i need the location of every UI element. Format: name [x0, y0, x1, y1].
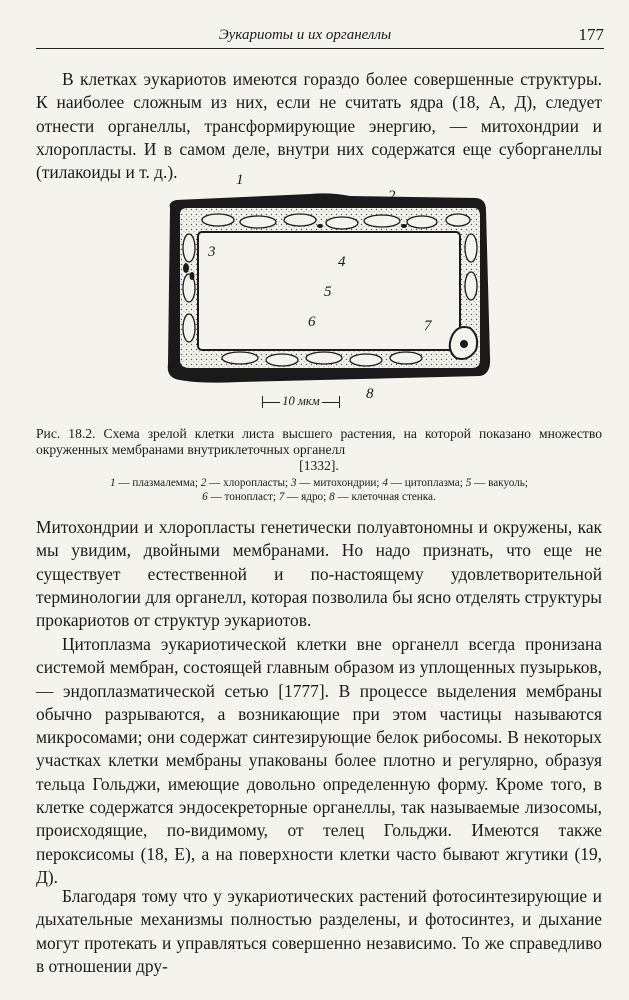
figure-legend: 1 — плазмалемма; 2 — хлоропласты; 3 — митохондрии; 4 — цитоплазма; 5 — вакуоль; 6 — тонопласт; 7 — ядро; 8 — клеточная стенка. [110, 477, 528, 503]
cell-diagram [160, 168, 500, 422]
paragraph-cytoplasm: Цитоплазма эукариотической клетки вне органелл всегда пронизана системой мембран, состоящей главным образом из уплощенных пузырьков, — эндоплазматической сетью [1777]. В процессе выделения мембраны обычно разрываются, а возникающие при этом частицы называются микросомами; они содержат синтезирующие белок рибосомы. В некоторых участках клетки мембраны упакованы более плотно и регулярно, образуя тельца Гольджи, имеющие довольно определенную форму. Кроме того, в клетке содержатся эндосекреторные органеллы, так называемые лизосомы, происходящие, по-видимому, от телец Гольджи. Имеются также пероксисомы (18, Е), а на поверхности клетки часто бывают жгутики (19, Д). [36, 634, 602, 887]
page-header [36, 24, 604, 49]
scale-bar-label: 10 мкм [282, 394, 320, 408]
figure-label-4: 4 [338, 254, 346, 270]
figure-label-2: 2 [388, 188, 396, 204]
figure-caption-reference: [1332]. [299, 458, 339, 473]
paragraph-intro: В клетках эукариотов имеются гораздо более совершенные структуры. К наиболее сложным из них, если не считать ядра (18, А, Д), следует отнести органеллы, трансформирующие энергию, — митохондрии и хлоропласты. И в самом деле, внутри них содержатся еще суборганеллы (тилакоиды и т. д.). [36, 69, 602, 183]
legend-text: хлоропласты; [223, 477, 289, 489]
paragraph-photosynthesis: Благодаря тому что у эукариотических растений фотосинтезирующие и дыхательные механизмы полностью разделены, и фотосинтез, и дыхание могут протекать и управляться совершенно независимо. То же справедливо в отношении дру- [36, 886, 602, 976]
figure-label-1: 1 [236, 172, 244, 188]
legend-text: цитоплазма; [404, 477, 463, 489]
scale-bar [262, 394, 340, 412]
figure-label-6: 6 [308, 314, 316, 330]
legend-num: 2 [200, 477, 207, 489]
paragraph-mitochondria: Митохондрии и хлоропласты генетически полуавтономны и окружены, как мы увидим, двойными мембранами. Но надо признать, что еще не существует естественной и по-настоящему удовлетворительной терминологии для органелл, которая позволила бы ясно отделять структуры прокариотов от структур эукариотов. [36, 517, 602, 631]
figure-label-5: 5 [324, 284, 332, 300]
legend-text: тонопласт; [224, 491, 276, 503]
legend-num: 8 [329, 491, 335, 503]
figure-label-3: 3 [208, 244, 216, 260]
legend-num: 6 [202, 491, 208, 503]
legend-text: вакуоль; [488, 477, 528, 489]
legend-num: 3 [290, 477, 297, 489]
legend-text: плазмалемма; [132, 477, 198, 489]
legend-num: 7 [278, 491, 285, 503]
legend-num: 5 [465, 477, 472, 489]
page-number: 177 [578, 25, 604, 44]
running-title: Эукариоты и их органеллы [218, 27, 392, 43]
legend-text: митохондрии; [313, 477, 380, 489]
figure-caption [36, 426, 602, 474]
legend-text: клеточная стенка. [351, 491, 436, 503]
figure-caption-text: Рис. 18.2. Схема зрелой клетки листа высшего растения, на которой показано множество окруженных мембранами внутриклеточных органелл [36, 426, 602, 457]
legend-num: 4 [382, 477, 388, 489]
legend-num: 1 [110, 477, 116, 489]
figure-label-8: 8 [366, 386, 374, 402]
figure-label-7: 7 [424, 318, 432, 334]
legend-text: ядро; [301, 491, 327, 503]
